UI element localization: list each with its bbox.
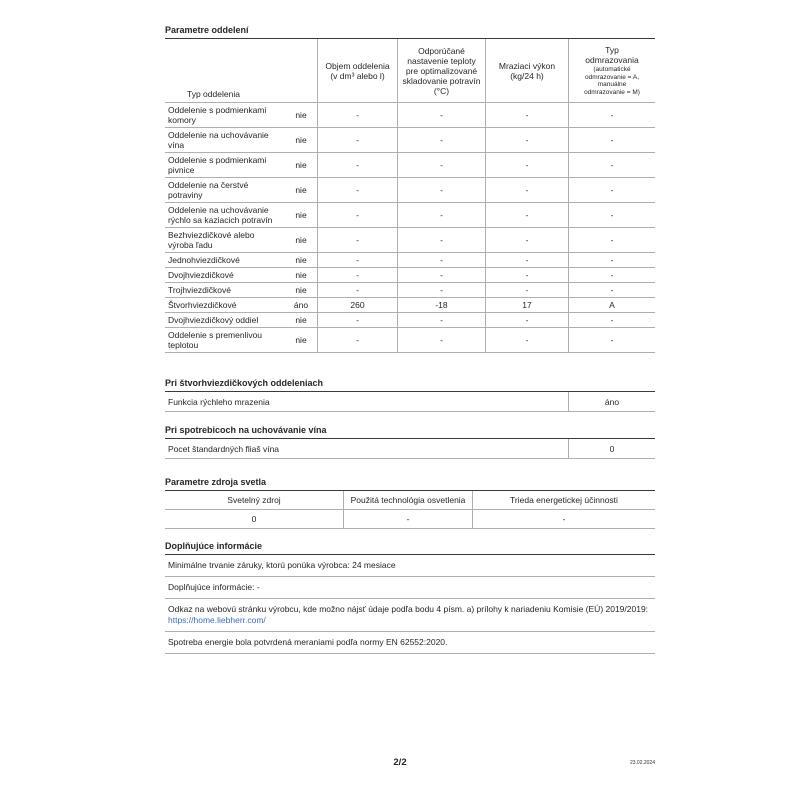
cell-freezing-capacity: - <box>485 228 568 252</box>
cell-freezing-capacity: - <box>485 203 568 227</box>
cell-freezing-capacity: - <box>485 268 568 282</box>
row-label: Oddelenie na uchovávanie rýchlo sa kaziacich potravín <box>168 205 273 225</box>
cell-temperature: - <box>397 203 485 227</box>
cell-volume: - <box>317 178 397 202</box>
row-label: Oddelenie s podmienkami pivnice <box>168 155 267 175</box>
footer-date: 23.02.2024 <box>629 760 655 766</box>
cell-defrost-type: - <box>568 268 655 282</box>
row-label: Dvojhviezdičkový oddiel <box>168 315 259 325</box>
cell-defrost-type: - <box>568 253 655 267</box>
table-row <box>165 153 655 178</box>
cell-temperature: - <box>397 228 485 252</box>
row-label: Dvojhviezdičkové <box>168 270 234 280</box>
cell-freezing-capacity: 17 <box>485 298 568 312</box>
row-label: Oddelenie na čerstvé potraviny <box>168 180 249 200</box>
cell-present: nie <box>295 235 307 245</box>
cell-volume: - <box>317 128 397 152</box>
cell-present: nie <box>295 315 307 325</box>
row-label: Oddelenie na uchovávanie vína <box>168 130 269 150</box>
cell-light-technology: - <box>343 510 472 528</box>
cell-freezing-capacity: - <box>485 328 568 352</box>
table-row <box>165 253 655 268</box>
table-row <box>165 439 655 459</box>
row-label: Oddelenie s podmienkami komory <box>168 105 267 125</box>
section-title-additional-info: Doplňujúce informácie <box>165 541 655 555</box>
cell-present: nie <box>295 135 307 145</box>
cell-temperature: - <box>397 128 485 152</box>
cell-present: nie <box>295 255 307 265</box>
website-row <box>165 599 655 632</box>
cell-temperature: - <box>397 153 485 177</box>
cell-temperature: - <box>397 328 485 352</box>
cell-present: áno <box>293 300 309 310</box>
column-header-temperature: Odporúčané nastavenie teploty pre optimalizované skladovanie potravín (°C) <box>397 39 485 102</box>
cell-freezing-capacity: - <box>485 283 568 297</box>
cell-temperature: -18 <box>397 298 485 312</box>
compartment-table-header-row <box>165 39 655 103</box>
light-table-value-row <box>165 510 655 529</box>
table-row <box>165 203 655 228</box>
warranty-row: Minimálne trvanie záruky, ktorú ponúka výrobca: 24 mesiace <box>165 555 655 577</box>
cell-defrost-type: - <box>568 283 655 297</box>
column-header-defrost-label: Typ odmrazovania <box>585 45 639 65</box>
table-row <box>165 298 655 313</box>
cell-freezing-capacity: - <box>485 128 568 152</box>
table-row <box>165 103 655 128</box>
cell-volume: - <box>317 203 397 227</box>
light-table-header-row <box>165 491 655 510</box>
section-title-compartments: Parametre oddelení <box>165 25 655 39</box>
cell-present: nie <box>295 335 307 345</box>
row-label: Bezhviezdičkové alebo výroba ľadu <box>168 230 255 250</box>
cell-volume: - <box>317 228 397 252</box>
cell-defrost-type: - <box>568 103 655 127</box>
extra-info-row: Doplňujúce informácie: - <box>165 577 655 599</box>
cell-freezing-capacity: - <box>485 103 568 127</box>
cell-defrost-type: - <box>568 178 655 202</box>
row-label: Pocet štandardných fliaš vína <box>168 443 280 454</box>
cell-freezing-capacity: - <box>485 153 568 177</box>
section-additional-info <box>165 541 655 654</box>
cell-freezing-capacity: - <box>485 253 568 267</box>
table-row <box>165 328 655 353</box>
cell-present: nie <box>295 285 307 295</box>
column-header-light-technology: Použitá technológia osvetlenia <box>343 491 472 509</box>
column-header-volume: Objem oddelenia (v dm³ alebo l) <box>317 39 397 102</box>
table-row <box>165 268 655 283</box>
cell-temperature: - <box>397 103 485 127</box>
cell-defrost-type: - <box>568 328 655 352</box>
website-row-text: Odkaz na webovú stránku výrobcu, kde možno nájsť údaje podľa bodu 4 písm. a) prílohy k nariadeniu Komisie (EÚ) 2019/2019: <box>168 604 649 614</box>
table-row <box>165 283 655 298</box>
compartment-table <box>165 39 655 353</box>
cell-defrost-type: - <box>568 203 655 227</box>
cell-present: nie <box>295 210 307 220</box>
cell-temperature: - <box>397 253 485 267</box>
table-row <box>165 228 655 253</box>
cell-present: nie <box>295 160 307 170</box>
row-label: Jednohviezdičkové <box>168 255 240 265</box>
row-label: Trojhviezdičkové <box>168 285 231 295</box>
table-row <box>165 128 655 153</box>
cell-defrost-type: - <box>568 313 655 327</box>
column-header-energy-class: Trieda energetickej účinnosti <box>472 491 655 509</box>
cell-freezing-capacity: - <box>485 313 568 327</box>
cell-light-source: 0 <box>251 514 257 524</box>
cell-volume: 260 <box>317 298 397 312</box>
section-title-four-star: Pri štvorhviezdičkových oddeleniach <box>165 378 655 392</box>
cell-volume: - <box>317 313 397 327</box>
table-row <box>165 178 655 203</box>
row-label: Oddelenie s premenlivou teplotou <box>168 330 263 350</box>
cell-volume: - <box>317 103 397 127</box>
column-header-defrost-note: (automatické odmrazovanie = A, manuálne odmrazovanie = M) <box>584 66 640 96</box>
cell-volume: - <box>317 253 397 267</box>
section-wine-storage <box>165 425 655 459</box>
row-label: Funkcia rýchleho mrazenia <box>168 396 270 407</box>
cell-temperature: - <box>397 178 485 202</box>
table-row <box>165 313 655 328</box>
cell-temperature: - <box>397 283 485 297</box>
datasheet-document <box>165 25 655 654</box>
section-title-wine-storage: Pri spotrebicoch na uchovávanie vína <box>165 425 655 439</box>
cell-volume: - <box>317 268 397 282</box>
manufacturer-website-link[interactable]: https://home.liebherr.com/ <box>168 615 266 625</box>
cell-defrost-type: - <box>568 228 655 252</box>
cell-present: nie <box>295 270 307 280</box>
row-label: Štvorhviezdičkové <box>168 300 237 310</box>
cell-volume: - <box>317 283 397 297</box>
cell-freezing-capacity: - <box>485 178 568 202</box>
cell-volume: - <box>317 153 397 177</box>
cell-energy-class: - <box>472 510 655 528</box>
cell-present: nie <box>295 110 307 120</box>
cell-temperature: - <box>397 313 485 327</box>
column-header-type: Typ oddelenia <box>187 89 240 99</box>
cell-present: nie <box>295 185 307 195</box>
row-value: 0 <box>568 439 655 458</box>
cell-defrost-type: A <box>568 298 655 312</box>
cell-temperature: - <box>397 268 485 282</box>
column-header-freezing-capacity: Mraziaci výkon (kg/24 h) <box>485 39 568 102</box>
energy-measurement-row: Spotreba energie bola potvrdená meraniami podľa normy EN 62552:2020. <box>165 632 655 654</box>
section-light-source <box>165 477 655 529</box>
section-title-light-source: Parametre zdroja svetla <box>165 477 655 491</box>
page-number: 2/2 <box>393 757 407 768</box>
column-header-light-source: Svetelný zdroj <box>227 495 281 505</box>
row-value: áno <box>568 392 655 411</box>
table-row <box>165 392 655 412</box>
section-four-star <box>165 378 655 412</box>
cell-defrost-type: - <box>568 128 655 152</box>
cell-defrost-type: - <box>568 153 655 177</box>
cell-volume: - <box>317 328 397 352</box>
column-header-defrost-type <box>568 39 655 102</box>
